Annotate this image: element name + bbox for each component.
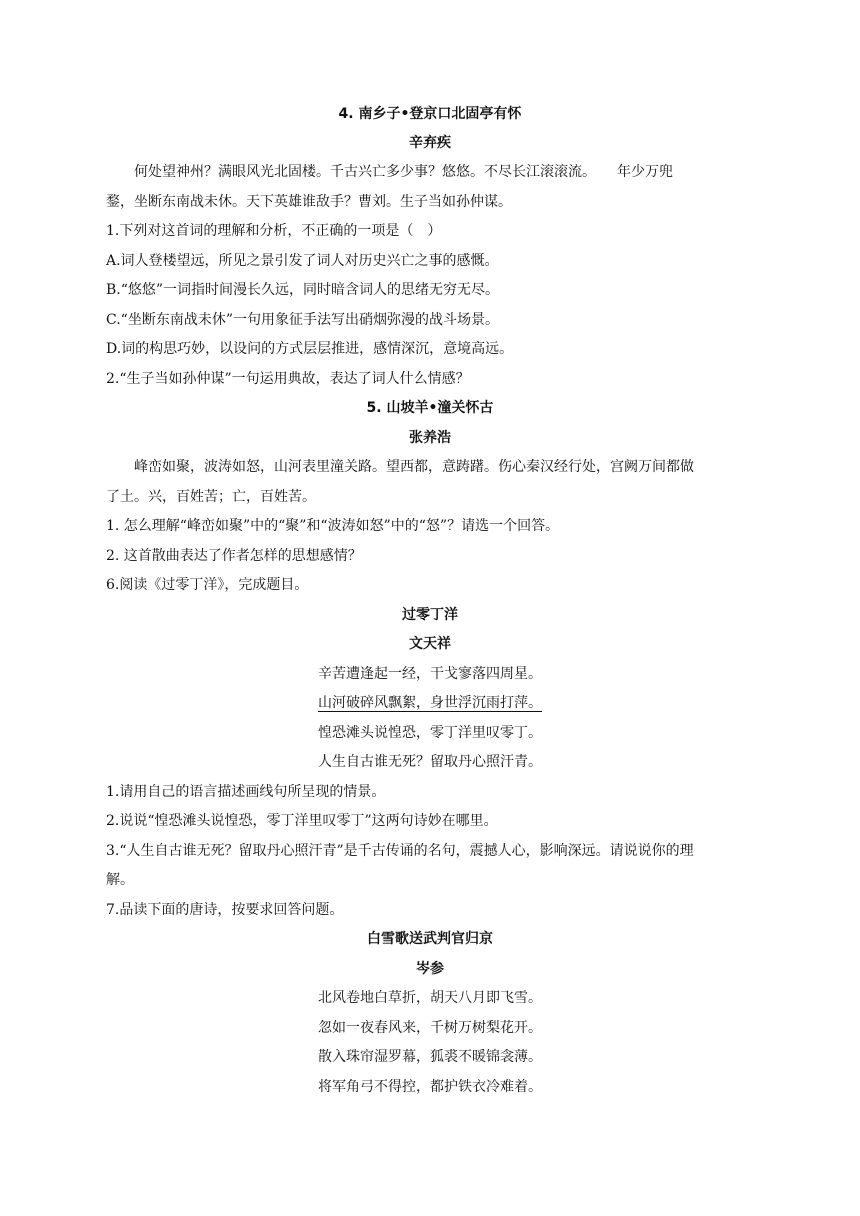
s6-poem-line: 惶恐滩头说惶恐，零丁洋里叹零丁。 bbox=[318, 725, 542, 741]
s6-question-2: 2.说说“惶恐滩头说惶恐，零丁洋里叹零丁”这两句诗妙在哪里。 bbox=[106, 813, 498, 829]
s4-poem-line-2: 鍪，坐断东南战未休。天下英雄谁敌手？曹刘。生子当如孙仲谋。 bbox=[106, 194, 512, 210]
s6-question-3-line-1: 3.“人生自古谁无死？留取丹心照汗青”是千古传诵的名句，震撼人心，影响深远。请说说你的理 bbox=[106, 843, 694, 859]
s4-author: 辛弃疾 bbox=[409, 135, 451, 151]
s5-question-2: 2. 这首散曲表达了作者怎样的思想感情？ bbox=[106, 548, 362, 564]
s5-title: 5. 山坡羊•潼关怀古 bbox=[366, 400, 494, 416]
s6-question-3-line-2: 解。 bbox=[106, 872, 134, 888]
s6-author: 文天祥 bbox=[409, 636, 451, 652]
s6-intro: 6.阅读《过零丁洋》，完成题目。 bbox=[106, 577, 309, 593]
s4-title: 4. 南乡子•登京口北固亭有怀 bbox=[338, 106, 522, 122]
s6-poem-line: 辛苦遭逢起一经，干戈寥落四周星。 bbox=[318, 666, 542, 682]
s5-question-1: 1. 怎么理解“峰峦如聚”中的“聚”和“波涛如怒”中的“怒”？请选一个回答。 bbox=[106, 518, 560, 534]
s7-poem-line: 将军角弓不得控，都护铁衣冷难着。 bbox=[318, 1079, 542, 1095]
s6-question-1: 1.请用自己的语言描述画线句所呈现的情景。 bbox=[106, 784, 386, 800]
s4-option-b: B.“悠悠”一词指时间漫长久远，同时暗含词人的思绪无穷无尽。 bbox=[106, 282, 500, 298]
s4-option-a: A.词人登楼望远，所见之景引发了词人对历史兴亡之事的感慨。 bbox=[106, 253, 499, 269]
s6-poem-line: 人生自古谁无死？留取丹心照汗青。 bbox=[318, 754, 542, 770]
s5-text-line-2: 了土。兴，百姓苦；亡，百姓苦。 bbox=[106, 489, 316, 505]
s7-poem-line: 忽如一夜春风来，千树万树梨花开。 bbox=[318, 1020, 542, 1036]
s5-text-line-1: 峰峦如聚，波涛如怒，山河表里潼关路。望西都，意踌躇。伤心秦汉经行处，宫阙万间都做 bbox=[134, 459, 694, 475]
s4-option-c: C.“坐断东南战未休”一句用象征手法写出硝烟弥漫的战斗场景。 bbox=[106, 312, 499, 328]
s7-poem-line: 北风卷地白草折，胡天八月即飞雪。 bbox=[318, 990, 542, 1006]
s4-question-2: 2.“生子当如孙仲谋”一句运用典故，表达了词人什么情感？ bbox=[106, 371, 470, 387]
s4-poem-line-1: 何处望神州？满眼风光北固楼。千古兴亡多少事？悠悠。不尽长江滚滚流。 年少万兜 bbox=[134, 164, 673, 180]
s7-poem-line: 散入珠帘湿罗幕，狐裘不暖锦衾薄。 bbox=[318, 1049, 542, 1065]
s7-author: 岑参 bbox=[416, 961, 444, 977]
s4-option-d: D.词的构思巧妙，以设问的方式层层推进，感情深沉，意境高远。 bbox=[106, 341, 514, 357]
s5-author: 张养浩 bbox=[409, 430, 451, 446]
s6-poem-line-underlined: 山河破碎风飘絮，身世浮沉雨打萍。 bbox=[318, 695, 542, 711]
s7-title: 白雪歌送武判官归京 bbox=[367, 931, 493, 947]
s4-question-1: 1.下列对这首词的理解和分析，不正确的一项是（ ） bbox=[106, 223, 442, 239]
s6-title: 过零丁洋 bbox=[402, 607, 458, 623]
s7-intro: 7.品读下面的唐诗，按要求回答问题。 bbox=[106, 902, 344, 918]
